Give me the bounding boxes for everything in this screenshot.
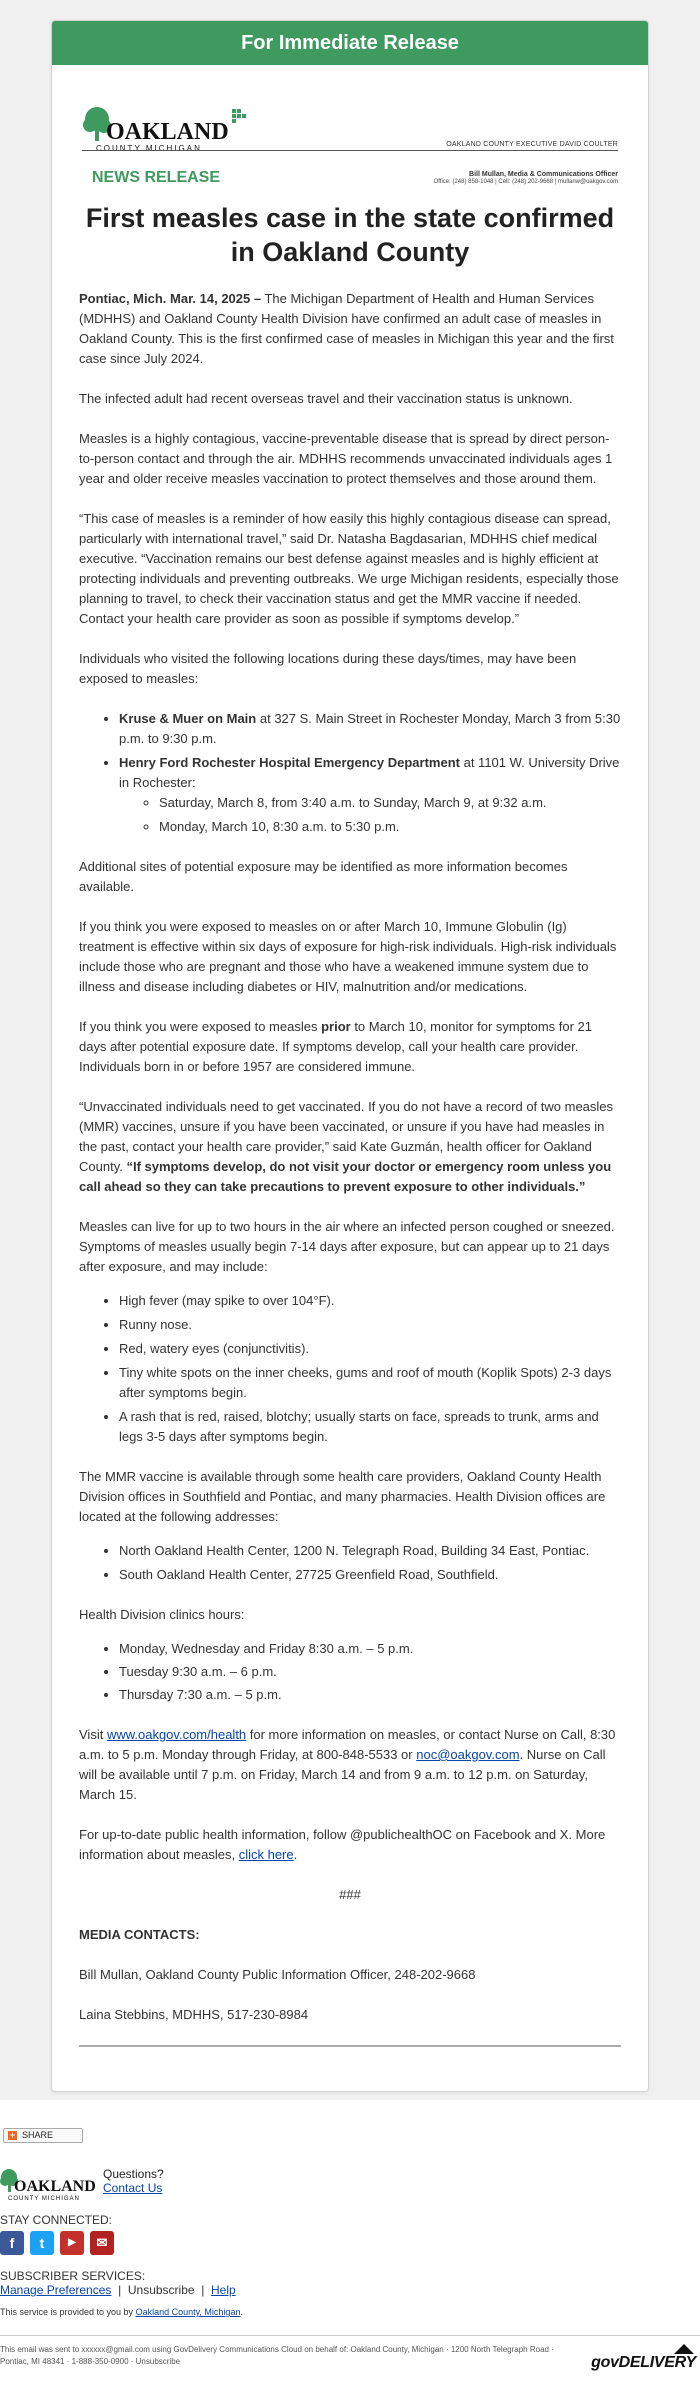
footer-logo-row [0,2167,700,2209]
paragraph-contagious: Measles is a highly contagious, vaccine-preventable disease that is spread by direct person-to-person contact and through the air. MDHHS recommends unvaccinated individuals ages 1 year and older receive measles vaccination to protect themselves and those around them. [79,431,613,486]
list-item: • Monday, Wednesday and Friday 8:30 a.m. – 5 p.m. [119,1639,621,1659]
share-label: SHARE [22,2130,54,2140]
paragraph-travel: The infected adult had recent overseas travel and their vaccination status is unknown. [79,391,573,406]
paragraph-clinic-hours: Health Division clinics hours: [79,1607,245,1622]
contact-name: Bill Mullan, Media & Communications Officer [469,171,618,178]
letterhead-rule [82,150,618,151]
contact-info: Office: (248) 858-1048 | Cell: (248) 202-9668 | mullanw@oakgov.com [433,179,618,185]
emphasis: “If symptoms develop, do not visit your doctor or emergency room unless you call ahead so they can take precautions to prevent exposure to other individuals.” [79,1159,612,1194]
email-icon[interactable]: ✉ [90,2231,114,2255]
text: for more information on measles, or contact Nurse on Call, 8:30 a.m. to 5 p.m. Monday through Friday, at 800-848-5533 or [79,1727,616,1762]
oakland-logo-icon [0,2167,98,2203]
emphasis: prior [321,1019,351,1034]
press-release-card [51,20,649,2092]
oakland-county-link[interactable]: Oakland County, Michigan [135,2307,241,2317]
questions-block [103,2167,164,2195]
list-item: • Red, watery eyes (conjunctivitis). [119,1339,621,1359]
news-release-label: NEWS RELEASE [92,169,221,186]
end-marker: ### [339,1887,361,1902]
text: This service is provided to you by [0,2307,136,2317]
paragraph-intro [79,289,621,369]
click-here-link[interactable]: click here [238,1847,294,1862]
list-item: • High fever (may spike to over 104°F). [119,1291,621,1311]
govdelivery-logo: govDELIVERY [591,2354,696,2371]
noc-email-link[interactable]: noc@oakgov.com [416,1747,520,1762]
paragraph-mmr-availability: The MMR vaccine is available through some health care providers, Oakland County Health Division offices in Southfield and Pontiac, and many pharmacies. Health Division offices are located at the following addresses: [79,1469,606,1524]
govdelivery-footer [0,2335,700,2390]
list-item: • A rash that is red, raised, blotchy; usually starts on face, spreads to trunk, arms and legs 3-5 days after symptoms begin. [119,1407,621,1447]
svg-text:COUNTY MICHIGAN: COUNTY MICHIGAN [96,144,202,153]
sent-to-text: This email was sent to xxxxxx@gmail.com using GovDelivery Communications Cloud on behalf of: Oakland County, Michigan · 1200 North Telegraph Road · Pontiac, MI 48341 · 1-888-350-0900 · Unsubscribe [0,2345,554,2366]
text: to March 10, monitor for symptoms for 21 days after potential exposure date. If symptoms develop, call your health care provider. Individuals born in or before 1957 are considered immune. [79,1019,593,1074]
paragraph-locations-intro: Individuals who visited the following locations during these days/times, may have been exposed to measles: [79,651,577,686]
divider [79,2045,621,2071]
symptoms-list [79,1291,621,1447]
location-name: Kruse & Muer on Main [119,711,257,726]
text: If you think you were exposed to measles [79,1019,322,1034]
text: “Unvaccinated individuals need to get vaccinated. If you do not have a record of two measles (MMR) vaccines, unsure if you have been vaccinated, or unsure if you have had measles in the past, contact your health care provider,” said Kate Guzmán, health officer for Oakland County. [79,1099,614,1174]
intro-text: The Michigan Department of Health and Human Services (MDHHS) and Oakland County Health Division have confirmed an adult case of measles in Oakland County. This is the first confirmed case of measles in Michigan this year and the first case since July 2024. [79,291,614,366]
list-item: • Tuesday 9:30 a.m. – 6 p.m. [119,1662,621,1682]
list-item [119,709,621,749]
heading-text: MEDIA CONTACTS: [79,1927,200,1942]
media-contact-2: Laina Stebbins, MDHHS, 517-230-8984 [79,2007,309,2022]
paragraph-quote-guzman [79,1097,621,1197]
paragraph-quote-bagdasarian: “This case of measles is a reminder of how easily this highly contagious disease can spread, particularly with international travel,” said Dr. Natasha Bagdasarian, MDHHS chief medical executive. “Vaccination remains our best defense against measles and is highly efficient at protecting individuals and preventing outbreaks. We urge Michigan residents, especially those planning to travel, to check their vaccination status and get the MMR vaccine if needed. Contact your health care provider as soon as possible if symptoms develop.” [79,511,619,626]
manage-preferences-link[interactable]: Manage Preferences [0,2283,112,2297]
paragraph-follow [79,1825,621,1865]
email-footer [0,2128,700,2390]
offices-list [79,1541,621,1585]
exposure-locations-list [79,709,621,837]
health-website-link[interactable]: www.oakgov.com/health [106,1727,247,1742]
list-item: ◦ Monday, March 10, 8:30 a.m. to 5:30 p.m. [159,817,621,837]
media-contacts-heading [79,1925,621,1945]
location-detail: at 1101 W. University Drive in Rochester: [119,755,620,790]
letterhead [82,65,618,187]
paragraph-additional-sites: Additional sites of potential exposure may be identified as more information becomes available. [79,859,568,894]
list-item: • Tiny white spots on the inner cheeks, gums and roof of mouth (Koplik Spots) 2-3 days after symptoms begin. [119,1363,621,1403]
questions-label: Questions? [103,2167,164,2181]
help-link[interactable]: Help [211,2283,236,2297]
list-item: • Runny nose. [119,1315,621,1335]
service-provider-line [0,2307,700,2317]
text: For up-to-date public health information, follow @publichealthOC on Facebook and X. More information about measles, [79,1827,606,1862]
list-item [119,753,621,837]
release-banner: For Immediate Release [52,21,648,65]
unsubscribe-link[interactable]: Unsubscribe [127,2283,195,2297]
list-item: • Thursday 7:30 a.m. – 5 p.m. [119,1685,621,1705]
stay-connected-label: STAY CONNECTED: [0,2213,113,2227]
paragraph-immune-globulin: If you think you were exposed to measles on or after March 10, Immune Globulin (Ig) treatment is effective within six days of exposure for high-risk individuals. High-risk individuals include those who are pregnant and those who have a weakened immune system due to illness and disease including diabetes or HIV, malnutrition and/or medications. [79,919,617,994]
social-icons [0,2231,700,2257]
youtube-icon[interactable]: ▶ [60,2231,84,2255]
twitter-icon[interactable]: t [30,2231,54,2255]
separator: | [111,2283,128,2297]
contact-us-link[interactable]: Contact Us [103,2181,163,2195]
list-item: ◦ Saturday, March 8, from 3:40 a.m. to Sunday, March 9, at 9:32 a.m. [159,793,621,813]
media-contact-1: Bill Mullan, Oakland County Public Information Officer, 248-202-9668 [79,1967,476,1982]
text: . [293,1847,298,1862]
exposure-times-list [119,793,621,837]
paragraph-prior-exposure [79,1017,621,1077]
list-item: • South Oakland Health Center, 27725 Greenfield Road, Southfield. [119,1565,621,1585]
svg-text:COUNTY MICHIGAN: COUNTY MICHIGAN [8,2196,80,2202]
list-item: • North Oakland Health Center, 1200 N. Telegraph Road, Building 34 East, Pontiac. [119,1541,621,1561]
subscriber-services-label: SUBSCRIBER SERVICES: [0,2269,146,2283]
location-detail: at 327 S. Main Street in Rochester Monday, March 3 from 5:30 p.m. to 9:30 p.m. [119,711,621,746]
release-body [52,289,648,2025]
svg-text:OAKLAND: OAKLAND [106,119,229,145]
text: . [240,2307,243,2317]
share-icon: + [9,2130,16,2140]
clinic-hours-list [79,1639,621,1705]
location-name: Henry Ford Rochester Hospital Emergency Department [119,755,460,770]
page-title: First measles case in the state confirmed in Oakland County [85,203,615,267]
facebook-icon[interactable]: f [0,2231,24,2255]
share-button[interactable] [3,2128,83,2143]
paragraph-nurse-on-call [79,1725,621,1805]
text: . Nurse on Call will be available until 7 p.m. on Friday, March 14 and from 9 a.m. to 12 p.m. on Saturday, March 15. [79,1747,606,1802]
svg-text:OAKLAND: OAKLAND [14,2178,96,2195]
dateline: Pontiac, Mich. Mar. 14, 2025 – [79,291,262,306]
text: Visit [79,1727,107,1742]
paragraph-symptoms-intro: Measles can live for up to two hours in the air where an infected person coughed or sneezed. Symptoms of measles usually begin 7-14 days after exposure, but can appear up to 21 days after exposure, and may include: [79,1219,615,1274]
county-executive-line: OAKLAND COUNTY EXECUTIVE DAVID COULTER [446,141,618,148]
subscriber-links [0,2283,700,2297]
separator: | [194,2283,212,2297]
